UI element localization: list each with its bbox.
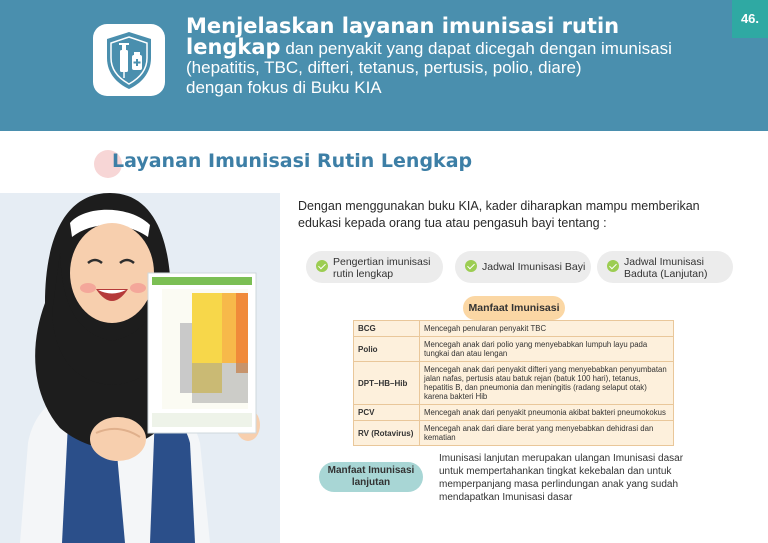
health-worker-illustration bbox=[0, 193, 280, 543]
title-normal-line3: dengan fokus di Buku KIA bbox=[186, 77, 382, 97]
vaccine-benefit: Mencegah anak dari polio yang menyebabkan lumpuh layu pada tungkai dan atau lengan bbox=[420, 337, 674, 362]
table-row bbox=[354, 405, 674, 421]
manfaat-imunisasi-table bbox=[353, 320, 674, 446]
pill-text: Jadwal Imunisasi Bayi bbox=[482, 261, 586, 273]
page-number: 46. bbox=[732, 0, 768, 38]
vaccine-benefit: Mencegah anak dari penyakit pneumonia akibat bakteri pneumokokus bbox=[420, 405, 674, 421]
vaccine-name: RV (Rotavirus) bbox=[354, 421, 420, 446]
intro-text: Dengan menggunakan buku KIA, kader diharapkan mampu memberikan edukasi kepada orang tua atau pengasuh bayi tentang : bbox=[298, 199, 700, 230]
topic-pill-jadwal-bayi bbox=[455, 251, 591, 283]
vaccine-benefit: Mencegah anak dari diare berat yang menyebabkan dehidrasi dan kematian bbox=[420, 421, 674, 446]
manfaat-imunisasi-label: Manfaat Imunisasi bbox=[463, 296, 565, 320]
lanjutan-description: Imunisasi lanjutan merupakan ulangan Imunisasi dasar untuk mempertahankan tingkat kekebalan dan untuk memperpanjang masa perlindungan anak yang sudah mendapatkan Imunisasi dasar bbox=[439, 453, 684, 503]
title-bold-line1: Menjelaskan layanan imunisasi rutin bbox=[186, 14, 620, 38]
pill-text: Pengertian imunisasi rutin lengkap bbox=[333, 256, 431, 280]
manfaat-lanjutan-label: Manfaat Imunisasi lanjutan bbox=[319, 462, 423, 492]
section-title: Layanan Imunisasi Rutin Lengkap bbox=[112, 150, 473, 172]
illustration-panel bbox=[0, 193, 280, 543]
vaccine-name: BCG bbox=[354, 321, 420, 337]
title-normal-line1: dan penyakit yang dapat dicegah dengan imunisasi bbox=[280, 39, 672, 58]
check-icon bbox=[607, 260, 619, 272]
vaccine-name: DPT–HB–Hib bbox=[354, 362, 420, 405]
check-icon bbox=[465, 260, 477, 272]
topic-pill-pengertian bbox=[306, 251, 443, 283]
table-row bbox=[354, 421, 674, 446]
table-row bbox=[354, 362, 674, 405]
table-row bbox=[354, 337, 674, 362]
vaccine-name: Polio bbox=[354, 337, 420, 362]
icon-box bbox=[93, 24, 165, 96]
title-normal-line2: (hepatitis, TBC, difteri, tetanus, pertusis, polio, diare) bbox=[186, 58, 582, 77]
vaccine-name: PCV bbox=[354, 405, 420, 421]
header-title bbox=[186, 16, 746, 97]
pill-text: Jadwal Imunisasi Baduta (Lanjutan) bbox=[624, 256, 708, 280]
vaccine-benefit: Mencegah anak dari penyakit difteri yang menyebabkan penyumbatan jalan nafas, pertusis atau batuk rejan (batuk 100 hari), tetanus, hepatitis B, dan pneumonia dan meningitis (radang selaput otak) karena bakteri Hib bbox=[420, 362, 674, 405]
vaccine-shield-icon bbox=[93, 24, 165, 96]
vaccine-benefit: Mencegah penularan penyakit TBC bbox=[420, 321, 674, 337]
check-icon bbox=[316, 260, 328, 272]
title-bold-line2: lengkap bbox=[186, 35, 281, 59]
header-banner bbox=[0, 0, 768, 131]
table-row bbox=[354, 321, 674, 337]
topic-pill-jadwal-baduta bbox=[597, 251, 733, 283]
